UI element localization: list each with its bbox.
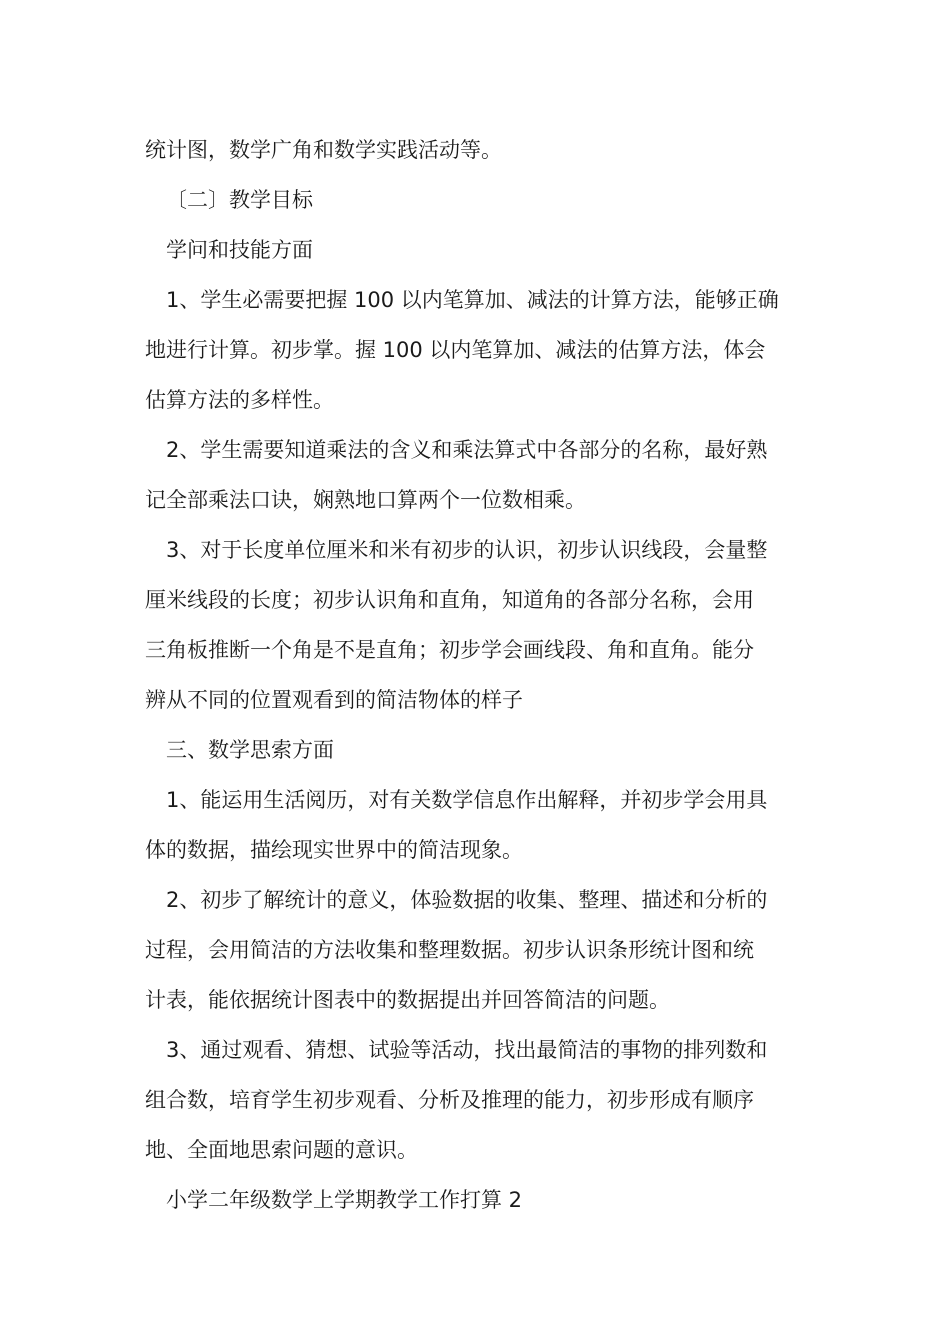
document-body [145, 125, 810, 1225]
section-heading: 〔二〕教学目标 [166, 188, 313, 212]
text-line: 厘米线段的长度；初步认识角和直角，知道角的各部分名称，会用 [145, 588, 754, 612]
text-line: 3、对于长度单位厘米和米有初步的认识，初步认识线段，会量整 [166, 538, 768, 562]
text-line: 1、能运用生活阅历，对有关数学信息作出解释，并初步学会用具 [166, 788, 768, 812]
text-line: 3、通过观看、猜想、试验等活动，找出最简洁的事物的排列数和 [166, 1038, 768, 1062]
text-line: 计表，能依据统计图表中的数据提出并回答简洁的问题。 [145, 988, 670, 1012]
text-line: 地进行计算。初步掌。握 100 以内笔算加、减法的估算方法，体会 [145, 338, 766, 362]
text-line: 2、学生需要知道乘法的含义和乘法算式中各部分的名称，最好熟 [166, 438, 768, 462]
text-line: 1、学生必需要把握 100 以内笔算加、减法的计算方法，能够正确 [166, 288, 779, 312]
text-line: 2、初步了解统计的意义，体验数据的收集、整理、描述和分析的 [166, 888, 768, 912]
text-line: 估算方法的多样性。 [145, 388, 334, 412]
text-line: 体的数据，描绘现实世界中的简洁现象。 [145, 838, 523, 862]
text-line: 地、全面地思索问题的意识。 [145, 1138, 418, 1162]
section-heading: 三、数学思索方面 [166, 738, 334, 762]
text-line: 记全部乘法口诀，娴熟地口算两个一位数相乘。 [145, 488, 586, 512]
subsection-heading: 学问和技能方面 [166, 238, 313, 262]
text-line: 过程，会用简洁的方法收集和整理数据。初步认识条形统计图和统 [145, 938, 754, 962]
text-line: 统计图，数学广角和数学实践活动等。 [145, 138, 502, 162]
text-line: 三角板推断一个角是不是直角；初步学会画线段、角和直角。能分 [145, 638, 754, 662]
text-line: 辨从不同的位置观看到的简洁物体的样子 [145, 688, 523, 712]
document-title: 小学二年级数学上学期教学工作打算 2 [166, 1188, 523, 1212]
text-line: 组合数，培育学生初步观看、分析及推理的能力，初步形成有顺序 [145, 1088, 754, 1112]
